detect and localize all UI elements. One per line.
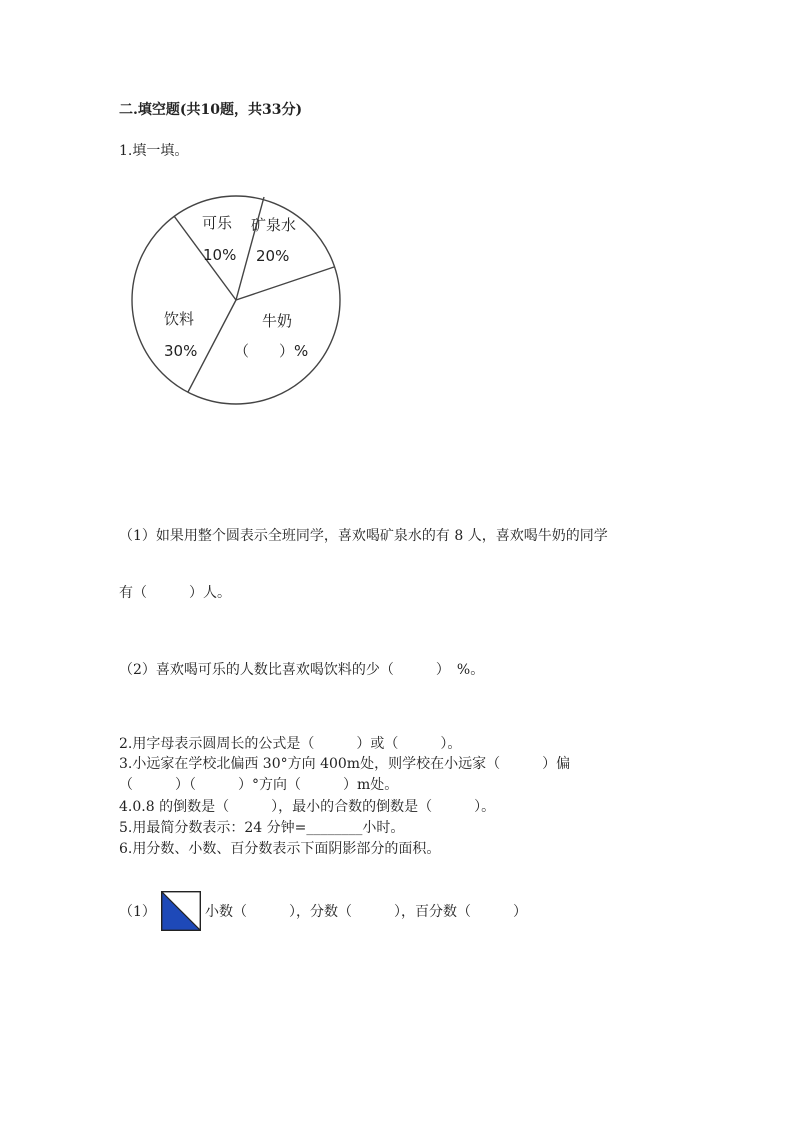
question-4: 4.0.8 的倒数是（ ），最小的合数的倒数是（ ）。 xyxy=(119,799,496,815)
shaded-square-figure xyxy=(161,891,201,931)
question-6-sub-1-text: 小数（ ），分数（ ），百分数（ ） xyxy=(205,904,527,920)
question-1-stem: 1.填一填。 xyxy=(119,143,189,159)
question-3-line-1: 3.小远家在学校北偏西 30°方向 400m处，则学校在小远家（ ）偏 xyxy=(119,756,571,772)
question-1-sub-1-line-1: （1）如果用整个圆表示全班同学，喜欢喝矿泉水的有 8 人，喜欢喝牛奶的同学 xyxy=(119,528,608,544)
question-6-stem: 6.用分数、小数、百分数表示下面阴影部分的面积。 xyxy=(119,841,441,857)
question-1-sub-1-line-2: 有（ ）人。 xyxy=(119,585,231,601)
pie-value-mineral-water: 20% xyxy=(256,247,290,265)
pie-value-drink: 30% xyxy=(164,342,198,360)
pie-label-mineral-water: 矿泉水 xyxy=(251,216,297,234)
pie-value-cola: 10% xyxy=(203,246,237,264)
shaded-triangle-svg xyxy=(161,891,201,931)
pie-chart-svg xyxy=(124,188,348,412)
question-1-sub-2: （2）喜欢喝可乐的人数比喜欢喝饮料的少（ ） %。 xyxy=(119,662,485,678)
pie-label-milk: 牛奶 xyxy=(262,312,293,330)
pie-chart xyxy=(124,188,348,412)
question-5: 5.用最简分数表示：24 分钟=________小时。 xyxy=(119,820,405,836)
pie-value-milk: （ ）% xyxy=(234,342,309,360)
question-6-sub-1-label: （1） xyxy=(119,904,156,920)
pie-label-cola: 可乐 xyxy=(202,214,233,232)
question-2: 2.用字母表示圆周长的公式是（ ）或（ ）。 xyxy=(119,736,462,752)
question-3-line-2: （ ）（ ）°方向（ ）m处。 xyxy=(119,777,399,793)
pie-label-drink: 饮料 xyxy=(164,310,195,328)
section-title: 二.填空题(共10题，共33分) xyxy=(119,102,303,118)
